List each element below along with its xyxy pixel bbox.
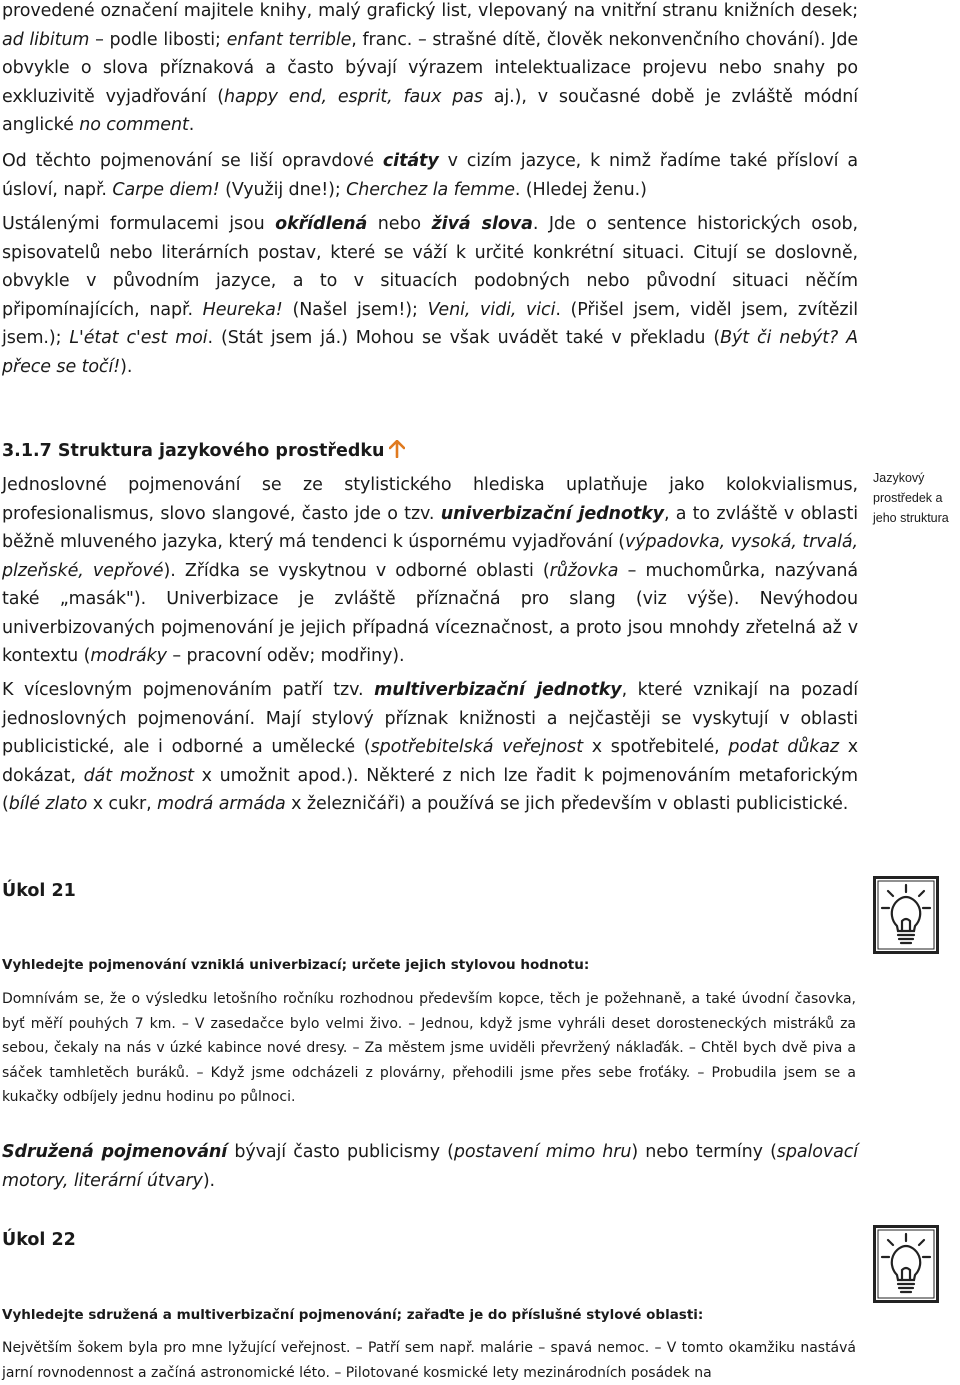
text: aj.), v současné době je zvláště módní anglické bbox=[2, 86, 858, 135]
section-title: 3.1.7 Struktura jazykového prostředku bbox=[2, 441, 385, 461]
text: ) nebo termíny ( bbox=[631, 1142, 777, 1162]
text: Carpe diem! bbox=[112, 179, 220, 200]
task-22-text: Největším šokem byla pro mne lyžující veřejnost. – Patří sem např. malárie – spavá nemoc. – V tomto okamžiku nastává jarní rovnodennost a začíná astronomické léto. – Pilotované kosmické lety mezinárodních posádek na bbox=[2, 1340, 856, 1381]
text: růžovka bbox=[549, 560, 619, 581]
text: – pracovní oděv; modřiny). bbox=[166, 646, 405, 666]
text: v cizím jazyce, k nimž řadíme také přísloví a úsloví, např. bbox=[2, 151, 858, 200]
text: x cukr, bbox=[87, 794, 157, 814]
section-heading bbox=[2, 437, 405, 467]
text: , a to zvláště v oblasti běžně mluveného jazyka, který má tendenci k úspornému vyjadřování ( bbox=[2, 503, 858, 552]
text: modrá armáda bbox=[157, 794, 286, 814]
text: K víceslovným pojmenováním patří tzv. bbox=[2, 680, 375, 700]
term: multiverbizační jednotky bbox=[374, 680, 622, 700]
lightbulb-icon bbox=[873, 876, 939, 954]
margin-note: Jazykový prostředek a jeho struktura bbox=[873, 471, 949, 525]
text: – podle libosti; bbox=[89, 29, 227, 50]
paragraph-multiverbizace bbox=[2, 676, 858, 819]
text: enfant terrible bbox=[226, 29, 352, 50]
text: . Jde o sentence historických osob, spisovatelů nebo literárních postav, které se váží k určité konkrétní situaci. Citují se doslovně, obvykle v původním jazyce, a to v situacích podobných nebo původní situaci něčím připomínajících, např. bbox=[2, 214, 858, 320]
text: modráky bbox=[90, 646, 167, 666]
text: podat důkaz bbox=[728, 737, 839, 757]
text: Být či nebýt? A přece se točí! bbox=[2, 328, 859, 377]
text: ). bbox=[202, 1170, 216, 1191]
text: x dokázat, bbox=[2, 737, 858, 786]
text: – muchomůrka, nazývaná také „masák"). Univerbizace je zvláště příznačná pro slang (viz výše). Nevýhodou univerbizovaných pojmenování je jejich případná víceznačnost, a proto jsou mnohdy zřetelná až v kontextu ( bbox=[2, 560, 859, 666]
text: L'état c'est moi bbox=[69, 328, 208, 348]
text: x spotřebitelé, bbox=[582, 737, 729, 757]
text: Heureka! bbox=[202, 299, 283, 320]
text: x železničáři) a používá se jich především v oblasti publicistické. bbox=[285, 794, 849, 814]
paragraph-citaty bbox=[2, 147, 858, 204]
paragraph-okridlena-slova bbox=[2, 210, 858, 381]
paragraph-univerbizace bbox=[2, 471, 858, 671]
text: x umožnit apod.). Některé z nich lze řadit k pojmenováním metaforickým ( bbox=[2, 765, 858, 814]
text: Ustálenými formulacemi jsou bbox=[2, 214, 276, 234]
term: živá slova bbox=[431, 214, 533, 234]
text: (Využij dne!); bbox=[219, 179, 347, 200]
text: bývají často publicismy ( bbox=[227, 1142, 454, 1162]
text: spalovací motory, literární útvary bbox=[2, 1142, 858, 1191]
paragraph-sdruzena-pojmenovani bbox=[2, 1138, 858, 1195]
text: postavení mimo hru bbox=[453, 1142, 632, 1162]
text: no comment bbox=[79, 115, 189, 135]
text: (Našel jsem!); bbox=[282, 299, 428, 320]
task-21-prompt: Vyhledejte pojmenování vzniklá univerbizací; určete jejich stylovou hodnotu: bbox=[2, 957, 590, 973]
text: ). bbox=[120, 356, 133, 377]
text: Jednoslovné pojmenování se ze stylistického hlediska uplatňuje jako kolokvialismus, profesionalismus, slovo slangové, často jde o tzv. bbox=[2, 475, 858, 524]
text: provedené označení majitele knihy, malý grafický list, vlepovaný na vnitřní stranu knižních desek; bbox=[2, 1, 858, 21]
text: . (Přišel jsem, viděl jsem, zvítězil jsem.); bbox=[2, 299, 858, 348]
task-21-title: Úkol 21 bbox=[2, 881, 76, 901]
text: spotřebitelská veřejnost bbox=[370, 737, 583, 757]
text: , které vznikají na pozadí jednoslovných pojmenování. Mají stylový příznak knižnosti a nejčastěji se vyskytují v oblasti publicistické, ale i odborné a umělecké ( bbox=[2, 680, 858, 757]
text: happy end, esprit, faux pas bbox=[224, 86, 483, 107]
term: univerbizační jednotky bbox=[440, 503, 664, 524]
term: citáty bbox=[382, 151, 439, 171]
task-22-title: Úkol 22 bbox=[2, 1230, 76, 1250]
text: . bbox=[188, 115, 195, 135]
lightbulb-icon bbox=[873, 1225, 939, 1303]
task-22-prompt: Vyhledejte sdružená a multiverbizační pojmenování; zařaďte je do příslušné stylové oblasti: bbox=[2, 1307, 704, 1323]
text: . (Stát jsem já.) Mohou se však uvádět také v překladu ( bbox=[207, 328, 721, 348]
text: nebo bbox=[367, 214, 432, 234]
text: Cherchez la femme bbox=[346, 179, 515, 200]
text: Od těchto pojmenování se liší opravdové bbox=[2, 151, 383, 171]
text: ). Zřídka se vyskytnou v odborné oblasti ( bbox=[163, 560, 550, 581]
text: výpadovka, vysoká, trvalá, plzeňské, vepřové bbox=[2, 532, 858, 581]
text: dát možnost bbox=[83, 765, 194, 786]
term: Sdružená pojmenování bbox=[2, 1142, 228, 1162]
text: Veni, vidi, vici bbox=[427, 299, 556, 320]
text: ad libitum bbox=[2, 29, 90, 50]
term: okřídlená bbox=[275, 214, 368, 234]
text: . (Hledej ženu.) bbox=[514, 179, 647, 200]
task-21-text: Domnívám se, že o výsledku letošního ročníku rozhodnou především kopce, těch je požehnaně, a také úvodní časovka, byť měří pouhých 7 km. – V zasedačce bylo velmi živo. – Jednou, když jsme vyhráli deset dorosteneckých mistráků za sebou, čekaly na nás v úzké kabince nové dresy. – Za městem jsme uviděli převržený náklaďák. – Chtěl bych dvě piva a sáček tamhletěch buráků. – Když jsme odcházeli z plovárny, přehodili jsme přes sebe froťáky. – Probudila jsem se a kukačky odbíjely jednu hodinu po půlnoci. bbox=[2, 991, 856, 1105]
text: , franc. – strašné dítě, člověk nekonvenčního chování). Jde obvykle o slova příznaková a často bývají výrazem intelektualizace projevu nebo snahy po exkluzivitě vyjadřování ( bbox=[2, 29, 858, 107]
paragraph-ex-libris bbox=[2, 0, 858, 140]
up-arrow-icon[interactable] bbox=[389, 439, 405, 467]
text: bílé zlato bbox=[8, 794, 88, 814]
